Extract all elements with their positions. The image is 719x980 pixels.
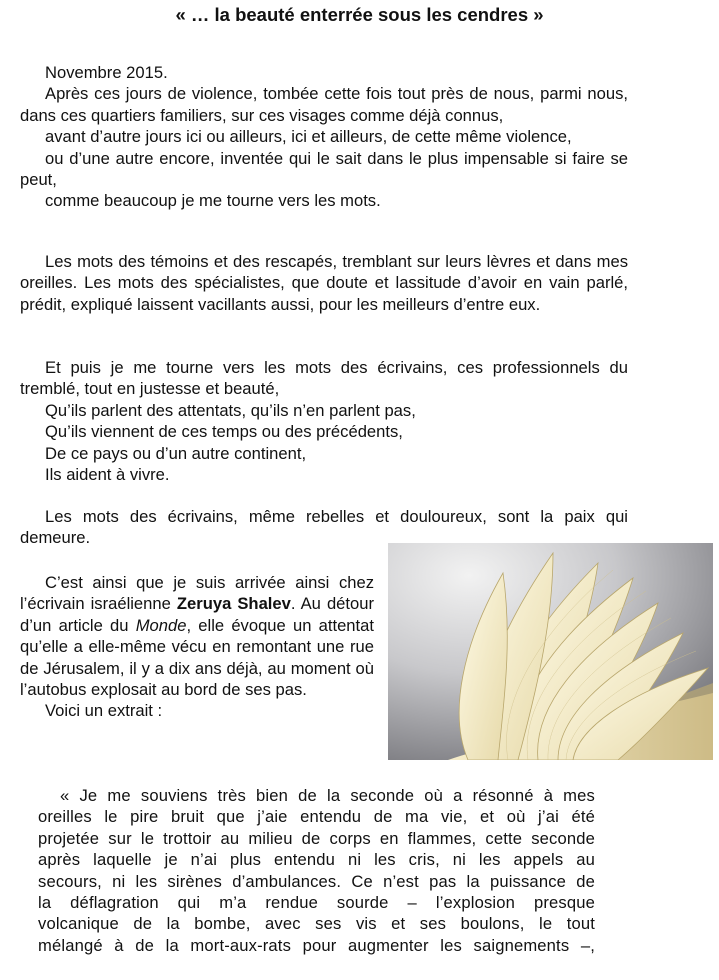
shalev-text: . Au détour d’un article du xyxy=(20,594,375,635)
journal-name: Monde xyxy=(135,615,187,635)
intro-line: avant d’autre jours ici ou ailleurs, ici et ailleurs, de cette même violence, xyxy=(45,127,572,147)
quote-line: volcanique de la bombe, avec ses vis et ses boulons, le tout xyxy=(38,914,595,934)
quote-line: la déflagration qui m’a rendue sourde – l’explosion presque xyxy=(38,893,595,913)
quote-line: mélangé à de la mort-aux-rats pour augmenter les saignements –, xyxy=(38,935,595,955)
shalev-text: , elle évoque un attentat qu’elle a elle-même vécu en remontant une rue de Jérusalem, il y a dix ans déjà, au moment où l’autobus explosait au bord de ses pas. xyxy=(20,615,374,700)
witnesses-paragraph: Les mots des témoins et des rescapés, tremblant sur leurs lèvres et dans mes oreilles. Les mots des spécialistes, que doute et lassitude d’avoir en vain parlé, prédit, expliqué laissent vacillants aussi, pour les meilleurs d’entre eux. xyxy=(20,252,628,314)
verse-line: Ils aident à vivre. xyxy=(45,465,170,485)
writers-lead: Et puis je me tourne vers les mots des écrivains, ces professionnels du tremblé, tout en justesse et beauté, xyxy=(20,358,628,399)
shalev-paragraph xyxy=(20,572,374,722)
verse-line: De ce pays ou d’un autre continent, xyxy=(45,443,307,463)
extract-intro: Voici un extrait : xyxy=(45,701,163,721)
page-title: « … la beauté enterrée sous les cendres » xyxy=(175,4,544,25)
peace-paragraph: Les mots des écrivains, même rebelles et douloureux, sont la paix qui demeure. xyxy=(20,507,628,548)
open-book-photo xyxy=(388,543,713,760)
intro-line: ou d’une autre encore, inventée qui le sait dans le plus impensable si faire se peut, xyxy=(20,148,628,190)
verse-line: Qu’ils parlent des attentats, qu’ils n’en parlent pas, xyxy=(45,400,416,420)
date-line: Novembre 2015. xyxy=(45,63,168,82)
intro-line: Après ces jours de violence, tombée cette fois tout près de nous, parmi nous, dans ces quartiers familiers, sur ces visages comme déjà connus, xyxy=(20,84,628,125)
open-book-icon xyxy=(388,543,713,760)
quote-line: « Je me souviens très bien de la seconde où a résonné à mes xyxy=(60,786,595,805)
quote-line: après laquelle je n’ai plus entendu ni les cris, ni les appels au xyxy=(38,850,595,870)
quote-line: secours, ni les sirènes d’ambulances. Ce n’est pas la puissance de xyxy=(38,871,595,891)
intro-line: comme beaucoup je me tourne vers les mots. xyxy=(45,191,381,211)
shalev-text: C’est ainsi que je suis arrivée ainsi chez l’écrivain israélienne xyxy=(20,573,374,614)
quote-line: projetée sur le trottoir au milieu de corps en flammes, cette seconde xyxy=(38,828,595,848)
quote-block xyxy=(38,785,595,956)
quote-line: oreilles le pire bruit que j’aie entendu de ma vie, et où j’ai été xyxy=(38,807,595,827)
author-name: Zeruya Shalev xyxy=(176,594,291,614)
intro-paragraph xyxy=(20,62,628,212)
writers-paragraph xyxy=(20,357,628,485)
verse-line: Qu’ils viennent de ces temps ou des précédents, xyxy=(45,422,403,442)
